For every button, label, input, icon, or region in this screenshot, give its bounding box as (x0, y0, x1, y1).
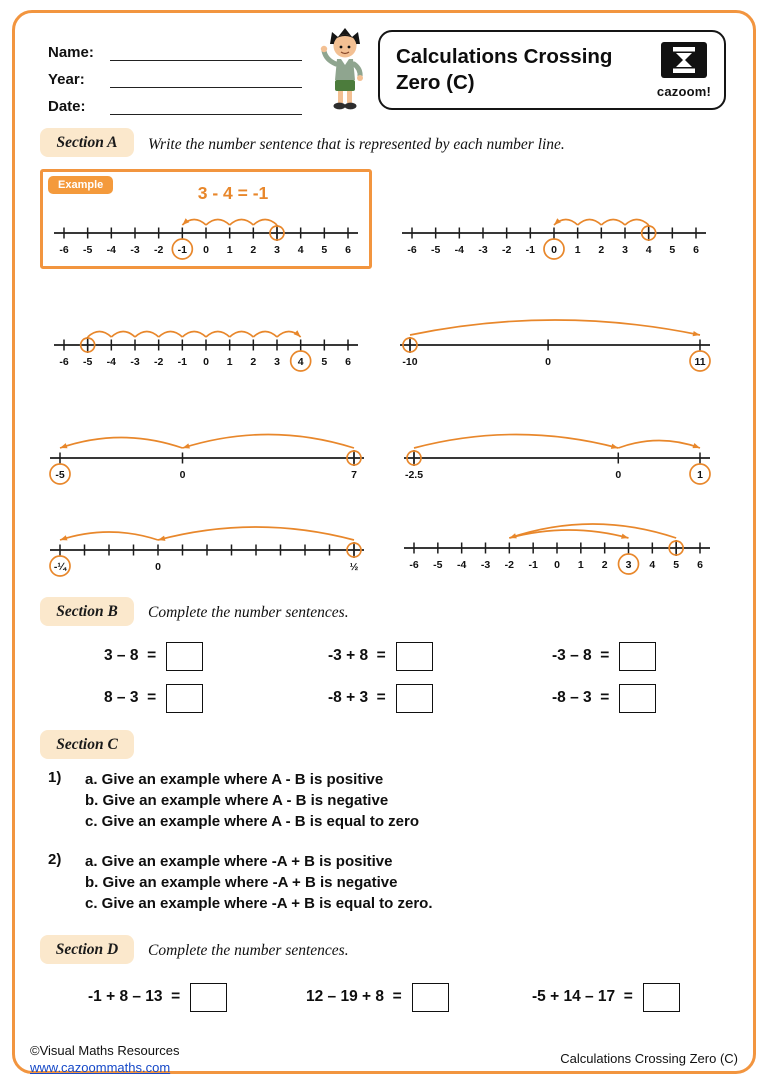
problem-b2-expression: -3 + 8 = (328, 647, 386, 664)
answer-box-b1 (166, 642, 203, 671)
name-line (110, 41, 302, 61)
svg-text:4: 4 (649, 559, 656, 571)
svg-text:3: 3 (622, 244, 628, 256)
question-1b: b. Give an example where A - B is negative (85, 792, 389, 809)
svg-text:-5: -5 (430, 244, 441, 256)
answer-box-b6 (619, 684, 656, 713)
year-line (110, 68, 302, 88)
question-1c: c. Give an example where A - B is equal to zero (85, 813, 419, 830)
problem-b1-expression: 3 – 8 = (104, 647, 157, 664)
problem-b4 (104, 683, 203, 713)
svg-text:-5: -5 (82, 244, 93, 256)
name-label: Name: (48, 44, 94, 61)
mascot-icon (316, 24, 374, 114)
section-a-instruction: Write the number sentence that is represented by each number line. (148, 136, 565, 153)
svg-text:3: 3 (274, 244, 280, 256)
svg-text:1: 1 (226, 356, 233, 368)
svg-text:1: 1 (697, 469, 703, 481)
section-a-header: Section A (40, 128, 134, 157)
numberline-a2 (50, 298, 362, 374)
worksheet-title (396, 44, 652, 96)
date-label: Date: (48, 98, 86, 115)
question-2b: b. Give an example where -A + B is negative (85, 874, 398, 891)
svg-text:-5: -5 (433, 559, 443, 571)
svg-text:-1: -1 (177, 356, 188, 368)
svg-text:-4: -4 (456, 559, 467, 571)
svg-text:-3: -3 (480, 559, 491, 571)
svg-text:-6: -6 (409, 559, 419, 571)
problem-b3-expression: -3 – 8 = (552, 647, 610, 664)
section-b-header: Section B (40, 597, 134, 626)
problem-b1 (104, 641, 203, 671)
question-1a: a. Give an example where A - B is positive (85, 771, 384, 788)
svg-text:-3: -3 (478, 244, 488, 256)
title-line-2: Zero (C) (396, 71, 475, 94)
svg-text:-1: -1 (528, 559, 538, 571)
problem-d3-expression: -5 + 14 – 17 = (532, 988, 633, 1005)
svg-text:-1: -1 (177, 244, 188, 256)
numberline-example (50, 205, 362, 265)
svg-text:5: 5 (321, 244, 328, 256)
copyright-text: ©Visual Maths Resources (30, 1043, 180, 1058)
section-c-item-1-number: 1) (48, 769, 62, 786)
numberline-a3 (396, 298, 714, 374)
svg-text:0: 0 (203, 356, 209, 368)
svg-text:0: 0 (551, 244, 557, 256)
problem-d2-expression: 12 – 19 + 8 = (306, 988, 402, 1005)
section-c-header: Section C (40, 730, 134, 759)
date-line (110, 95, 302, 115)
svg-text:-4: -4 (106, 356, 117, 368)
answer-box-d3 (643, 983, 680, 1012)
svg-text:-4: -4 (106, 244, 117, 256)
svg-text:2: 2 (598, 244, 605, 256)
svg-text:11: 11 (694, 356, 706, 368)
problem-d3 (532, 982, 680, 1012)
svg-text:-5: -5 (55, 469, 65, 481)
question-2c: c. Give an example where -A + B is equal to zero. (85, 895, 433, 912)
svg-text:-3: -3 (130, 356, 140, 368)
svg-text:7: 7 (351, 469, 357, 481)
footer-doc-title: Calculations Crossing Zero (C) (560, 1051, 738, 1066)
problem-b5-expression: -8 + 3 = (328, 689, 386, 706)
numberline-a7 (400, 508, 714, 584)
svg-text:-4: -4 (454, 244, 465, 256)
svg-text:-1: -1 (525, 244, 536, 256)
section-c-item-2-number: 2) (48, 851, 62, 868)
svg-text:-2: -2 (501, 244, 512, 256)
title-box (378, 30, 726, 110)
svg-text:4: 4 (297, 356, 304, 368)
svg-text:0: 0 (615, 469, 622, 481)
svg-text:-6: -6 (59, 244, 69, 256)
svg-text:-2: -2 (504, 559, 515, 571)
numberline-a1 (398, 205, 710, 265)
svg-text:0: 0 (545, 356, 552, 368)
svg-text:6: 6 (345, 356, 351, 368)
cazoommaths-link[interactable]: www.cazoommaths.com (30, 1060, 171, 1075)
svg-text:-5: -5 (82, 356, 93, 368)
svg-text:2: 2 (250, 356, 257, 368)
section-b-instruction: Complete the number sentences. (148, 604, 349, 621)
answer-box-d1 (190, 983, 227, 1012)
problem-b2 (328, 641, 433, 671)
svg-text:-6: -6 (407, 244, 417, 256)
svg-text:-¼: -¼ (53, 561, 67, 573)
svg-text:-6: -6 (59, 356, 69, 368)
example-tab: Example (48, 176, 113, 194)
answer-box-b2 (396, 642, 433, 671)
numberline-a4 (46, 420, 368, 486)
svg-text:6: 6 (697, 559, 703, 571)
svg-text:3: 3 (625, 559, 632, 571)
svg-text:-2.5: -2.5 (404, 469, 424, 481)
svg-text:2: 2 (250, 244, 257, 256)
svg-text:½: ½ (349, 561, 359, 573)
section-d-header: Section D (40, 935, 134, 964)
cazoom-logo-icon (661, 42, 707, 78)
mascot-character (316, 24, 374, 119)
svg-text:2: 2 (601, 559, 608, 571)
svg-text:3: 3 (274, 356, 280, 368)
svg-text:5: 5 (673, 559, 680, 571)
svg-text:0: 0 (155, 561, 161, 573)
svg-text:5: 5 (321, 356, 328, 368)
problem-b6 (552, 683, 656, 713)
year-label: Year: (48, 71, 85, 88)
svg-text:-10: -10 (402, 356, 418, 368)
section-d-instruction: Complete the number sentences. (148, 942, 349, 959)
problem-b4-expression: 8 – 3 = (104, 689, 157, 706)
svg-text:-2: -2 (153, 244, 164, 256)
problem-d1 (88, 982, 227, 1012)
svg-text:0: 0 (203, 244, 209, 256)
svg-text:1: 1 (577, 559, 584, 571)
problem-d2 (306, 982, 449, 1012)
title-line-1: Calculations Crossing (396, 45, 613, 68)
svg-text:1: 1 (574, 244, 581, 256)
answer-box-b5 (396, 684, 433, 713)
answer-box-b3 (619, 642, 656, 671)
problem-b3 (552, 641, 656, 671)
svg-text:0: 0 (554, 559, 560, 571)
answer-box-b4 (166, 684, 203, 713)
svg-text:6: 6 (345, 244, 351, 256)
question-2a: a. Give an example where -A + B is positive (85, 853, 393, 870)
problem-d1-expression: -1 + 8 – 13 = (88, 988, 181, 1005)
problem-b5 (328, 683, 433, 713)
section-c-item-1 (85, 769, 419, 832)
svg-text:-2: -2 (153, 356, 164, 368)
numberline-a6 (46, 510, 368, 588)
numberline-a5 (400, 420, 714, 486)
cazoom-logo-text: cazoom! (656, 83, 712, 99)
date-field (48, 88, 302, 115)
svg-text:1: 1 (226, 244, 233, 256)
name-field (48, 34, 302, 61)
svg-text:6: 6 (693, 244, 699, 256)
example-equation: 3 - 4 = -1 (197, 183, 269, 203)
problem-b6-expression: -8 – 3 = (552, 689, 610, 706)
svg-text:5: 5 (669, 244, 676, 256)
svg-text:4: 4 (297, 244, 304, 256)
section-c-item-2 (85, 851, 432, 914)
answer-box-d2 (412, 983, 449, 1012)
svg-text:-3: -3 (130, 244, 140, 256)
year-field (48, 61, 302, 88)
student-info-fields (48, 34, 302, 115)
svg-text:4: 4 (645, 244, 652, 256)
cazoom-logo (652, 42, 716, 99)
svg-text:0: 0 (179, 469, 186, 481)
